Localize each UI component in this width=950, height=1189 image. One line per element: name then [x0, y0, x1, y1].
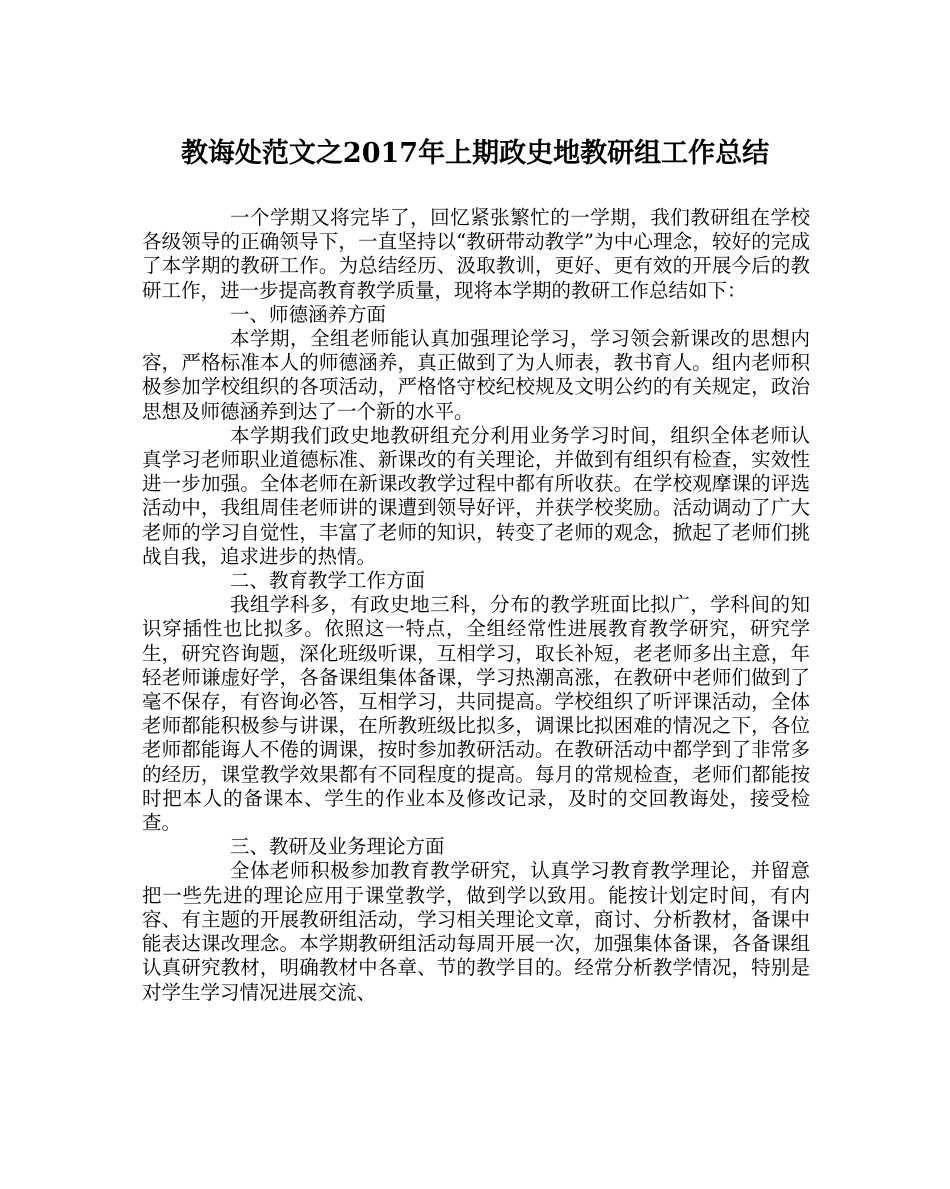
section-heading-ethics: 一、师德涵养方面	[230, 302, 387, 326]
paragraph-ethics-1: 本学期，全组老师能认真加强理论学习，学习领会新课改的思想内容，严格标准本人的师德涵养，真正做到了为人师表，教书育人。组内老师积极参加学校组织的各项活动，严格恪守校纪校规及文明公约的有关规定，政治思想及师德涵养到达了一个新的水平。	[142, 327, 810, 423]
paragraph-ethics-2: 本学期我们政史地教研组充分利用业务学习时间，组织全体老师认真学习老师职业道德标准、新课改的有关理论，并做到有组织有检查，实效性进一步加强。全体老师在新课改教学过程中都有所收获。在学校观摩课的评选活动中，我组周佳老师讲的课遭到领导好评，并获学校奖励。活动调动了广大老师的学习自觉性，丰富了老师的知识，转变了老师的观念，掀起了老师们挑战自我，追求进步的热情。	[142, 423, 810, 568]
section-heading-research: 三、教研及业务理论方面	[230, 835, 445, 859]
paragraph-teaching: 我组学科多，有政史地三科，分布的教学班面比拟广，学科间的知识穿插性也比拟多。依照这一特点，全组经常性进展教育教学研究，研究学生，研究咨询题，深化班级听课，互相学习，取长补短，老老师多出主意，年轻老师谦虚好学，各备课组集体备课，学习热潮高涨，在教研中老师们做到了毫不保存，有咨询必答，互相学习，共同提高。学校组织了听评课活动，全体老师都能积极参与讲课，在所教班级比拟多，调课比拟困难的情况之下，各位老师都能诲人不倦的调课，按时参加教研活动。在教研活动中都学到了非常多的经历，课堂教学效果都有不同程度的提高。每月的常规检查，老师们都能按时把本人的备课本、学生的作业本及修改记录，及时的交回教诲处，接受检查。	[142, 593, 810, 835]
paragraph-research: 全体老师积极参加教育教学研究，认真学习教育教学理论，并留意把一些先进的理论应用于课堂教学，做到学以致用。能按计划定时间，有内容、有主题的开展教研组活动，学习相关理论文章，商讨、分析教材，备课中能表达课改理念。本学期教研组活动每周开展一次，加强集体备课，各备课组认真研究教材，明确教材中各章、节的教学目的。经常分析教学情况，特别是对学生学习情况进展交流、	[142, 859, 810, 1004]
paragraph-intro: 一个学期又将完毕了，回忆紧张繁忙的一学期，我们教研组在学校各级领导的正确领导下，一直坚持以“教研带动教学”为中心理念，较好的完成了本学期的教研工作。为总结经历、汲取教训，更好、更有效的开展今后的教研工作，进一步提高教育教学质量，现将本学期的教研工作总结如下：	[142, 206, 810, 302]
section-heading-teaching: 二、教育教学工作方面	[230, 569, 426, 593]
document-body	[142, 206, 810, 1005]
document-title: 教诲处范文之2017年上期政史地教研组工作总结	[180, 138, 770, 169]
